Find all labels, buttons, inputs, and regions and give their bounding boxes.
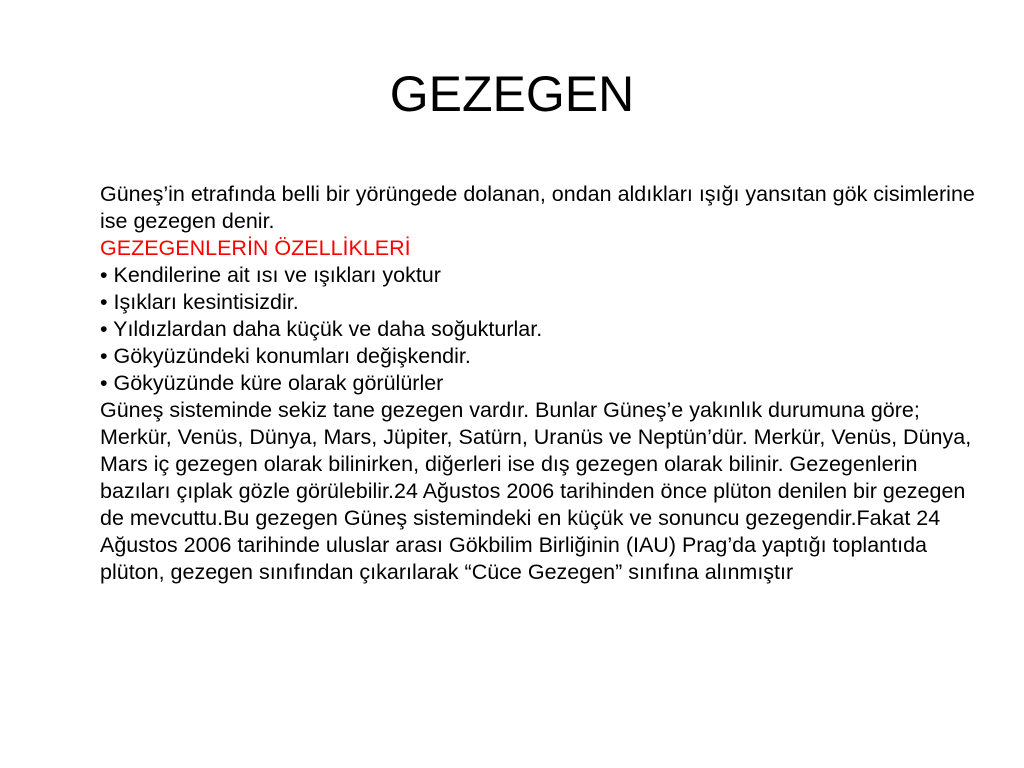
slide-content: [100, 181, 980, 586]
intro-paragraph: Güneş’in etrafında belli bir yörüngede dolanan, ondan aldıkları ışığı yansıtan gök cisimlerine ise gezegen denir.: [100, 182, 975, 233]
properties-heading: GEZEGENLERİN ÖZELLİKLERİ: [100, 236, 411, 260]
property-item-2: • Işıkları kesintisizdir.: [100, 290, 299, 314]
property-item-1: • Kendilerine ait ısı ve ışıkları yoktur: [100, 263, 441, 287]
slide-title: GEZEGEN: [389, 66, 635, 122]
property-item-5: • Gökyüzünde küre olarak görülürler: [100, 371, 444, 395]
property-item-3: • Yıldızlardan daha küçük ve daha soğukturlar.: [100, 317, 543, 341]
property-item-4: • Gökyüzündeki konumları değişkendir.: [100, 344, 471, 368]
body-paragraph: Güneş sisteminde sekiz tane gezegen vardır. Bunlar Güneş’e yakınlık durumuna göre; Merkür, Venüs, Dünya, Mars, Jüpiter, Satürn, Uranüs ve Neptün’dür. Merkür, Venüs, Dünya, Mars iç gezegen olarak bilinirken, diğerleri ise dış gezegen olarak bilinir. Gezegenlerin bazıları çıplak gözle görülebilir.24 Ağustos 2006 tarihinden önce plüton denilen bir gezegen de mevcuttu.Bu gezegen Güneş sistemindeki en küçük ve sonuncu gezegendir.Fakat 24 Ağustos 2006 tarihinde uluslar arası Gökbilim Birliğinin (IAU) Prag’da yaptığı toplantıda plüton, gezegen sınıfından çıkarılarak “Cüce Gezegen” sınıfına alınmıştır: [100, 398, 972, 584]
